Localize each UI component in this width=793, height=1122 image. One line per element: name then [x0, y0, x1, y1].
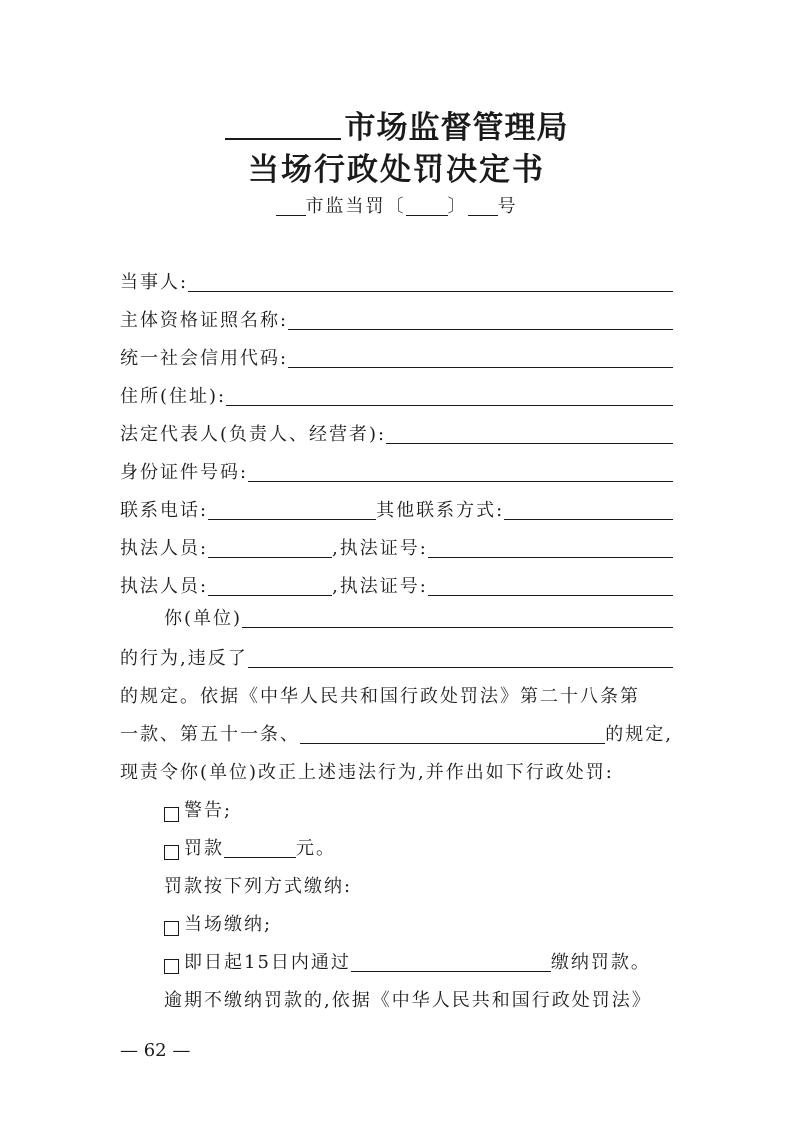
you-unit-text: 你(单位) — [164, 608, 243, 629]
within-row — [120, 944, 673, 974]
violated-law-field[interactable] — [248, 645, 673, 668]
page-number: — 62 — — [120, 1040, 191, 1061]
officer-row-1 — [120, 530, 673, 560]
clause-text-b: 的规定, — [605, 724, 673, 745]
clause-field[interactable] — [300, 721, 605, 744]
docno-seq-blank[interactable] — [468, 195, 498, 216]
party-label: 当事人: — [120, 272, 189, 293]
fine-amount-field[interactable] — [224, 835, 296, 858]
officer-label-1: 执法人员: — [120, 538, 209, 559]
cert-no-field-2[interactable] — [428, 573, 673, 596]
within-text-a: 即日起15日内通过 — [184, 952, 351, 973]
phone-label: 联系电话: — [120, 500, 209, 521]
docno-part3: 号 — [497, 196, 518, 217]
fine-row — [120, 830, 673, 860]
other-contact-field[interactable] — [504, 497, 673, 520]
agency-title — [0, 102, 793, 147]
overdue-row — [120, 982, 673, 1012]
onsite-row — [120, 906, 673, 936]
credit-code-row — [120, 340, 673, 370]
onsite-checkbox[interactable] — [164, 921, 179, 936]
credit-code-field[interactable] — [288, 345, 673, 368]
you-unit-row — [120, 600, 673, 630]
contact-row — [120, 492, 673, 522]
officer-row-2 — [120, 568, 673, 598]
pay-method-row — [120, 868, 673, 898]
cert-no-label-2: ,执法证号: — [332, 576, 428, 597]
id-number-field[interactable] — [248, 459, 673, 482]
address-label: 住所(住址): — [120, 386, 227, 407]
warning-checkbox[interactable] — [164, 807, 179, 822]
officer-field-1[interactable] — [208, 535, 332, 558]
officer-label-2: 执法人员: — [120, 576, 209, 597]
warning-row — [120, 792, 673, 822]
violation-field[interactable] — [242, 605, 673, 628]
fine-text-b: 元。 — [296, 838, 336, 859]
other-contact-label: 其他联系方式: — [376, 500, 505, 521]
overdue-text: 逾期不缴纳罚款的,依据《中华人民共和国行政处罚法》 — [164, 990, 652, 1011]
address-field[interactable] — [226, 383, 673, 406]
license-field[interactable] — [288, 307, 673, 330]
party-field[interactable] — [188, 269, 673, 292]
clause-row — [120, 716, 673, 746]
license-row — [120, 302, 673, 332]
agency-name-blank[interactable] — [225, 108, 341, 140]
legal-rep-label: 法定代表人(负责人、经营者): — [120, 424, 387, 445]
clause-text-a: 一款、第五十一条、 — [120, 724, 300, 745]
order-text: 现责令你(单位)改正上述违法行为,并作出如下行政处罚: — [120, 762, 614, 783]
party-row — [120, 264, 673, 294]
docno-part1: 市监当罚〔 — [305, 196, 406, 217]
basis-row — [120, 678, 673, 708]
behavior-row — [120, 640, 673, 670]
onsite-text: 当场缴纳; — [184, 914, 273, 935]
officer-field-2[interactable] — [208, 573, 332, 596]
basis-text: 的规定。依据《中华人民共和国行政处罚法》第二十八条第 — [120, 686, 640, 707]
behavior-text: 的行为,违反了 — [120, 648, 248, 669]
warning-text: 警告; — [184, 800, 233, 821]
id-number-row — [120, 454, 673, 484]
within-checkbox[interactable] — [164, 959, 179, 974]
docno-part2: 〕 — [447, 196, 468, 217]
legal-rep-field[interactable] — [386, 421, 673, 444]
docno-prefix-blank[interactable] — [276, 195, 306, 216]
id-number-label: 身份证件号码: — [120, 462, 249, 483]
address-row — [120, 378, 673, 408]
license-label: 主体资格证照名称: — [120, 310, 289, 331]
credit-code-label: 统一社会信用代码: — [120, 348, 289, 369]
fine-text-a: 罚款 — [184, 838, 224, 859]
document-title: 当场行政处罚决定书 — [248, 152, 545, 188]
order-row — [120, 754, 673, 784]
agency-suffix: 市场监督管理局 — [344, 110, 569, 146]
pay-method-text: 罚款按下列方式缴纳: — [164, 876, 353, 897]
legal-rep-row — [120, 416, 673, 446]
within-text-b: 缴纳罚款。 — [550, 952, 651, 973]
cert-no-label-1: ,执法证号: — [332, 538, 428, 559]
docno-year-blank[interactable] — [406, 195, 448, 216]
payment-channel-field[interactable] — [351, 949, 551, 972]
fine-checkbox[interactable] — [164, 845, 179, 860]
document-number — [0, 192, 793, 218]
phone-field[interactable] — [208, 497, 376, 520]
cert-no-field-1[interactable] — [428, 535, 673, 558]
